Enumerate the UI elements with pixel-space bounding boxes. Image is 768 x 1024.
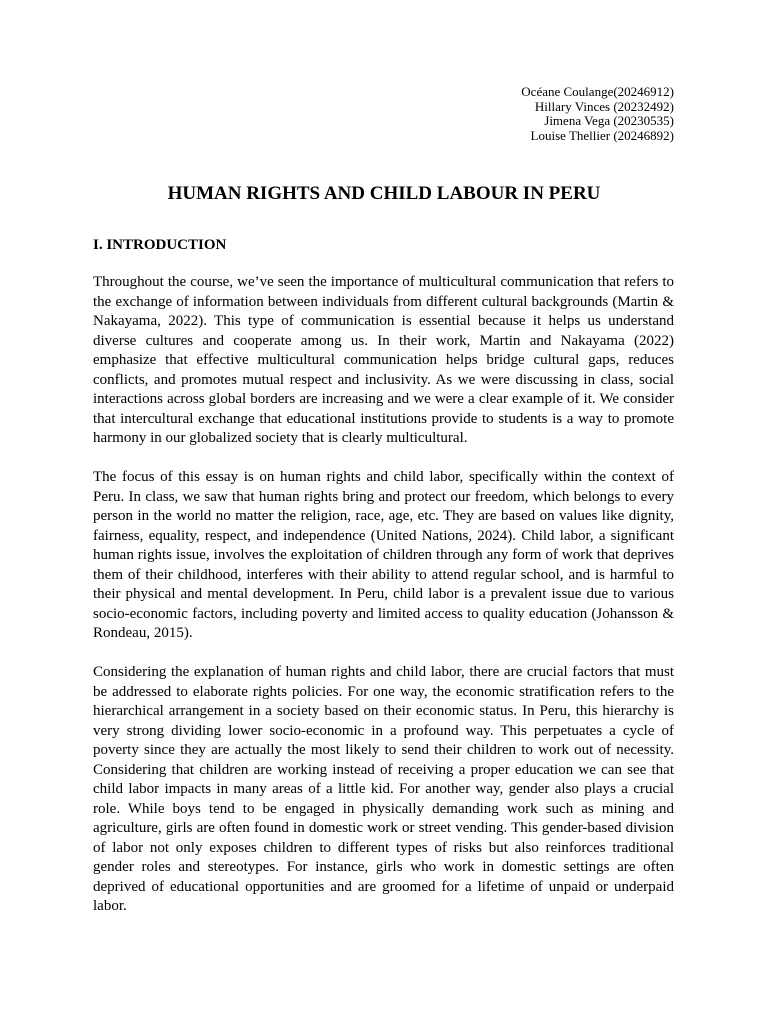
paragraph: Considering the explanation of human rights and child labor, there are crucial factors that must be addressed to elaborate rights policies. For one way, the economic stratification refers to the hierarchical arrangement in a society based on their economic status. In Peru, this hierarchy is very strong dividing lower socio-economic in a profound way. This perpetuates a cycle of poverty since they are actually the most likely to send their children to work out of necessity. Considering that children are working instead of receiving a proper education we can see that child labor impacts in many areas of a little kid. For another way, gender also plays a crucial role. While boys tend to be engaged in physically demanding work such as mining and agriculture, girls are often found in domestic work or street vending. This gender-based division of labor not only exposes children to different types of risks but also reinforces traditional gender roles and stereotypes. For instance, girls who work in domestic settings are often deprived of educational opportunities and are groomed for a lifetime of unpaid or underpaid labor. [93,664,674,914]
paragraph: Throughout the course, we’ve seen the importance of multicultural communication that refers to the exchange of information between individuals from different cultural backgrounds (Martin & Nakayama, 2022). This type of communication is essential because it helps us understand diverse cultures and cooperate among us. In their work, Martin and Nakayama (2022) emphasize that effective multicultural communication helps bridge cultural gaps, reduces conflicts, and promotes mutual respect and inclusivity. As we were discussing in class, social interactions across global borders are increasing and we were a clear example of it. We consider that intercultural exchange that educational institutions provide to students is a way to promote harmony in our globalized society that is clearly multicultural. [93,274,674,446]
section-heading: I. INTRODUCTION [93,237,227,253]
section-body [93,273,674,936]
author-name: Jimena Vega (20230535) [544,113,674,128]
author-name: Louise Thellier (20246892) [530,127,674,143]
author-name: Hillary Vinces (20232492) [534,98,674,114]
author-list [521,85,674,143]
author-name: Océane Coulange(20246912) [521,84,674,99]
paragraph: The focus of this essay is on human rights and child labor, specifically within the context of Peru. In class, we saw that human rights bring and protect our freedom, which belongs to every person in the world no matter the religion, race, age, etc. They are based on values like dignity, fairness, equality, respect, and independence (United Nations, 2024). Child labor, a significant human rights issue, involves the exploitation of children through any form of work that deprives them of their childhood, interferes with their ability to attend regular school, and is harmful to their physical and mental development. In Peru, child labor is a prevalent issue due to various socio-economic factors, including poverty and limited access to quality education (Johansson & Rondeau, 2015). [93,469,674,641]
document-title: HUMAN RIGHTS AND CHILD LABOUR IN PERU [167,183,601,204]
